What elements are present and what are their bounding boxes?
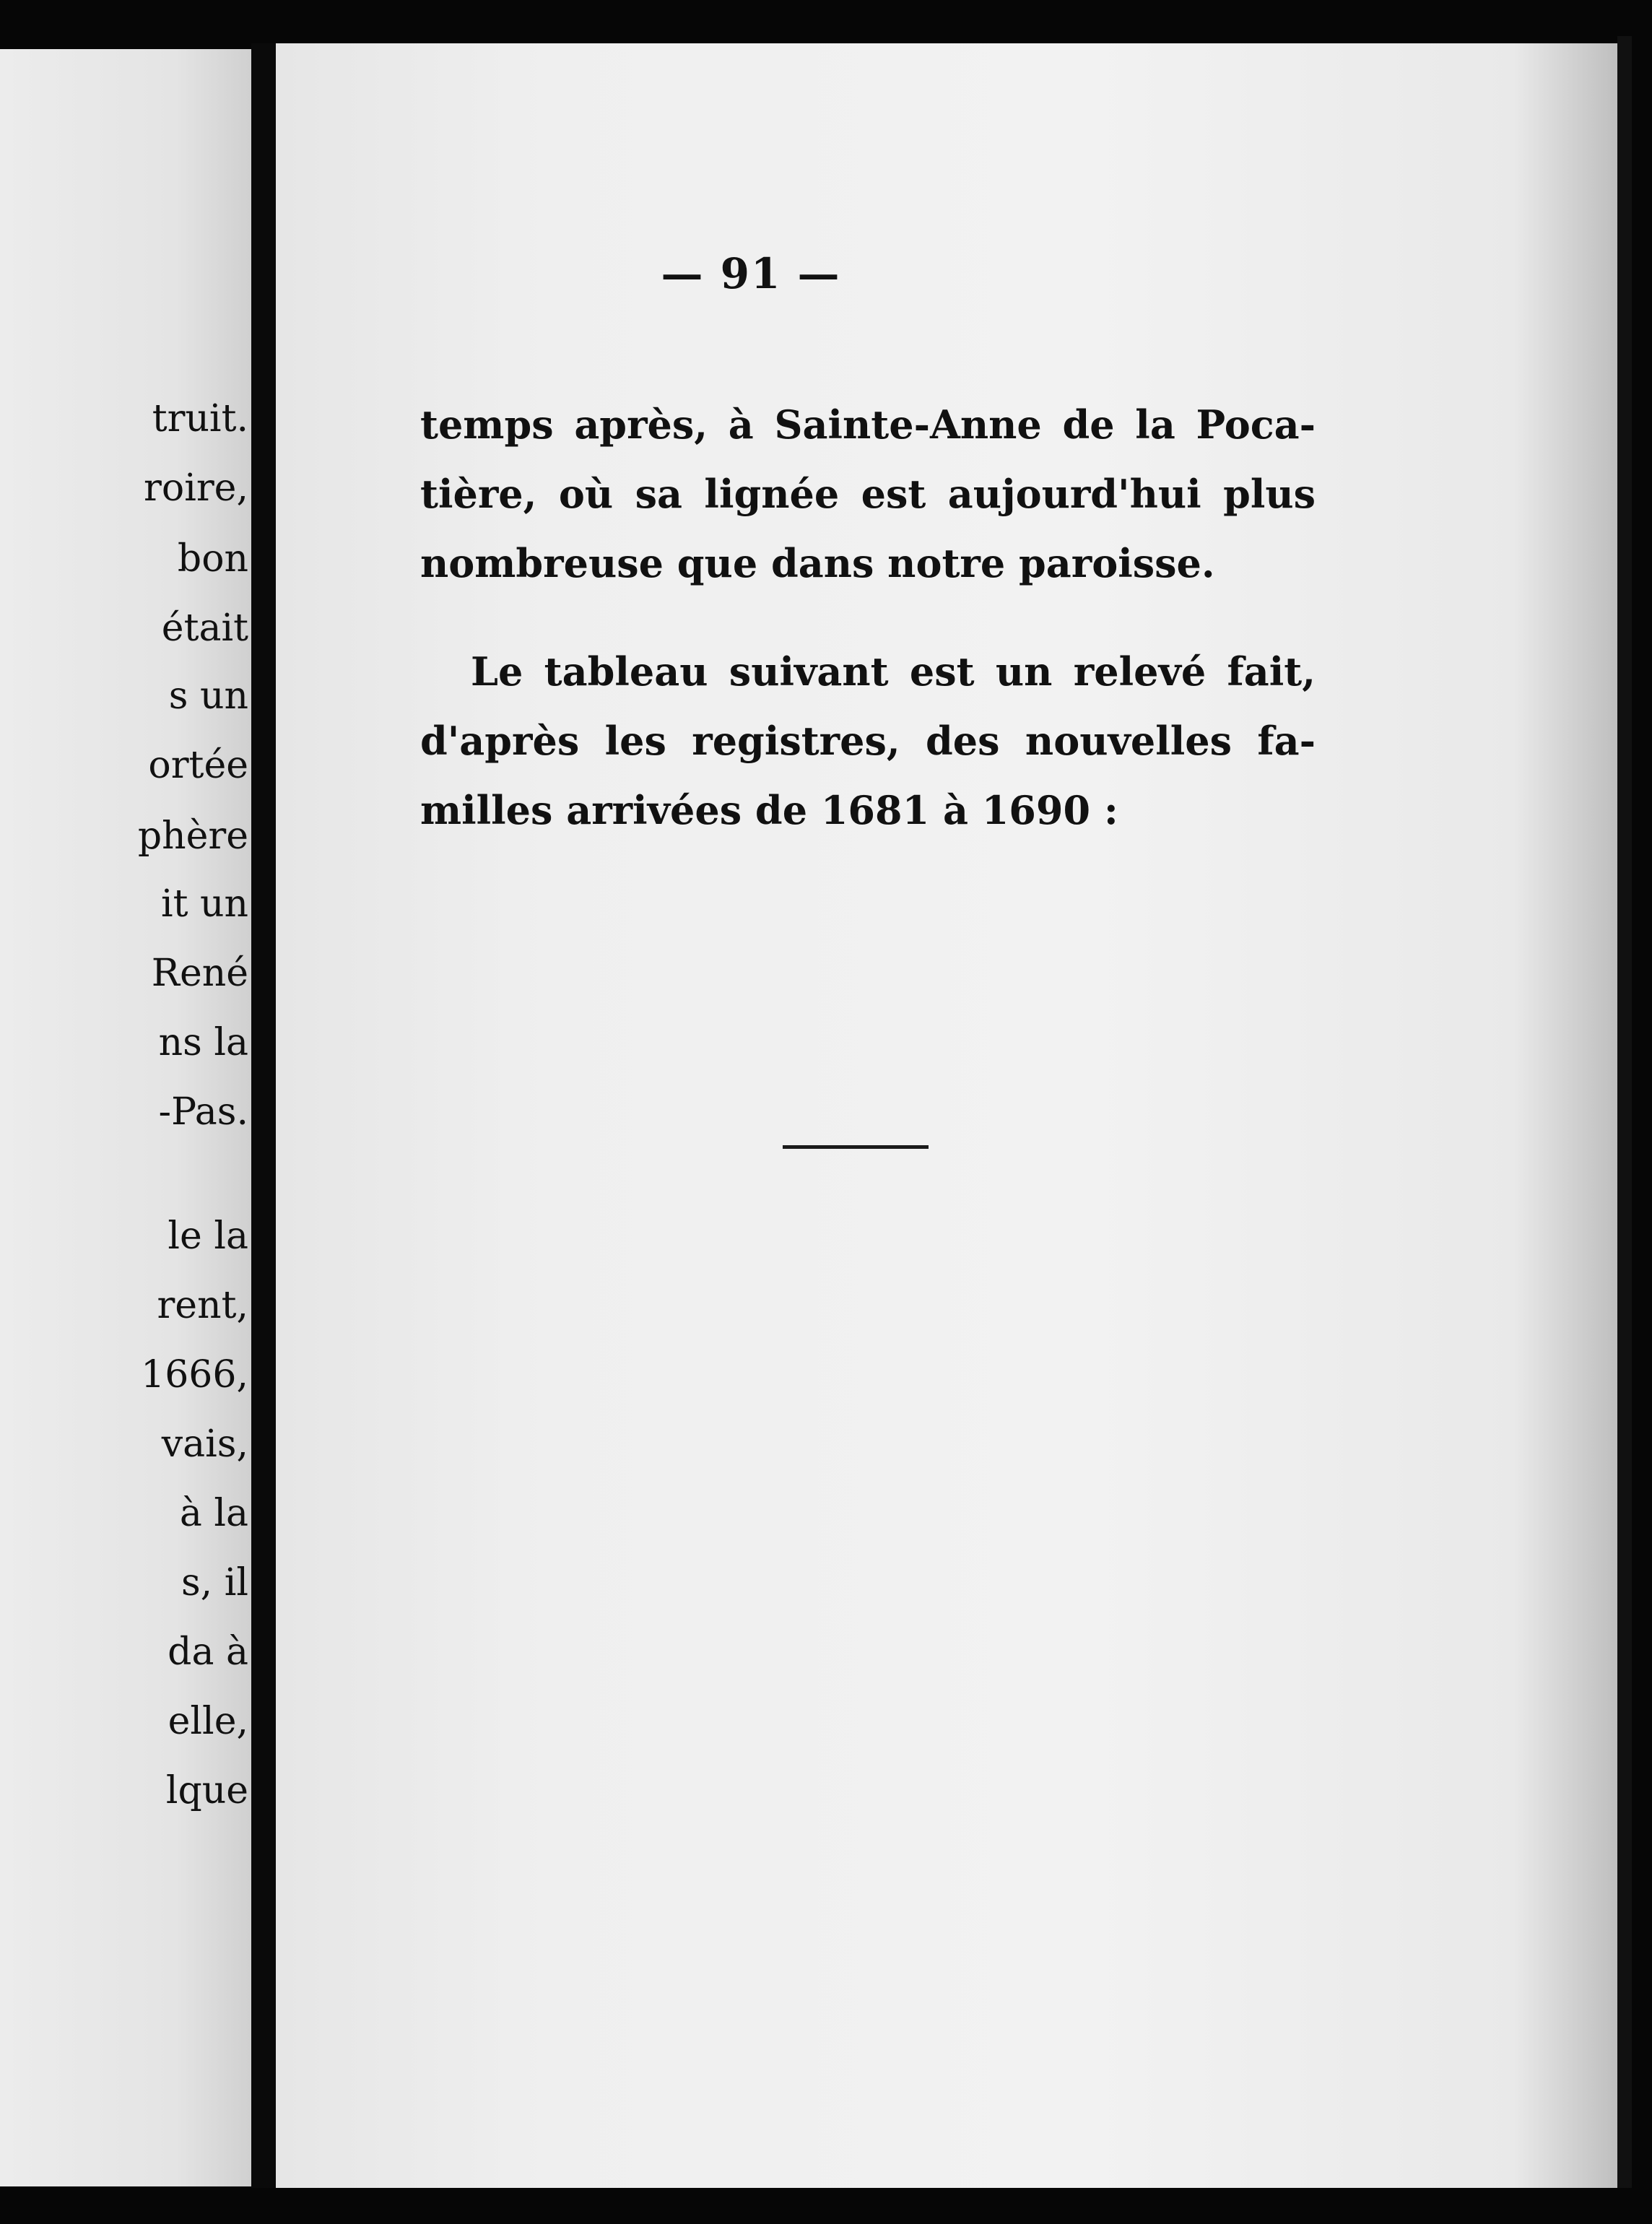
left-page-line: elle, [168, 1700, 248, 1743]
left-page-line: était [161, 607, 248, 650]
text-line: d'après les registres, des nouvelles fa- [420, 718, 1316, 764]
text-line: Le tableau suivant est un relevé fait, [471, 648, 1316, 695]
left-page-line: -Pas. [158, 1090, 248, 1134]
section-divider-rule [783, 1145, 929, 1149]
text-line: milles arrivées de 1681 à 1690 : [420, 787, 1118, 833]
left-page-line: roire, [144, 466, 248, 510]
left-page-line: s un [168, 674, 248, 718]
page-number: — 91 — [661, 249, 841, 298]
page-edge-shadow [1617, 36, 1632, 2188]
left-page-line: bon [177, 537, 248, 581]
left-page-line: s, il [181, 1561, 248, 1604]
text-line: nombreuse que dans notre paroisse. [420, 540, 1215, 586]
left-page-line: 1666, [141, 1353, 248, 1396]
text-line: tière, où sa lignée est aujourd'hui plus [420, 471, 1316, 517]
left-page-line: da à [168, 1630, 248, 1674]
right-page [276, 43, 1622, 2188]
left-page-line: truit. [152, 397, 248, 440]
left-page-line: rent, [157, 1284, 248, 1327]
left-page-line: phère [137, 815, 248, 858]
text-line: temps après, à Sainte-Anne de la Poca- [420, 401, 1316, 448]
left-page-line: René [151, 952, 248, 995]
left-page [0, 49, 251, 2186]
left-page-line: vais, [161, 1422, 248, 1466]
left-page-line: ns la [158, 1021, 248, 1064]
left-page-line: le la [168, 1215, 248, 1258]
paragraph-2 [420, 637, 1316, 845]
left-page-line: it un [160, 882, 248, 926]
left-page-line: à la [179, 1492, 248, 1535]
book-gutter [251, 43, 276, 2188]
left-page-line: ortée [148, 744, 248, 787]
paragraph-1 [420, 390, 1316, 598]
left-page-line: lque [165, 1769, 248, 1812]
